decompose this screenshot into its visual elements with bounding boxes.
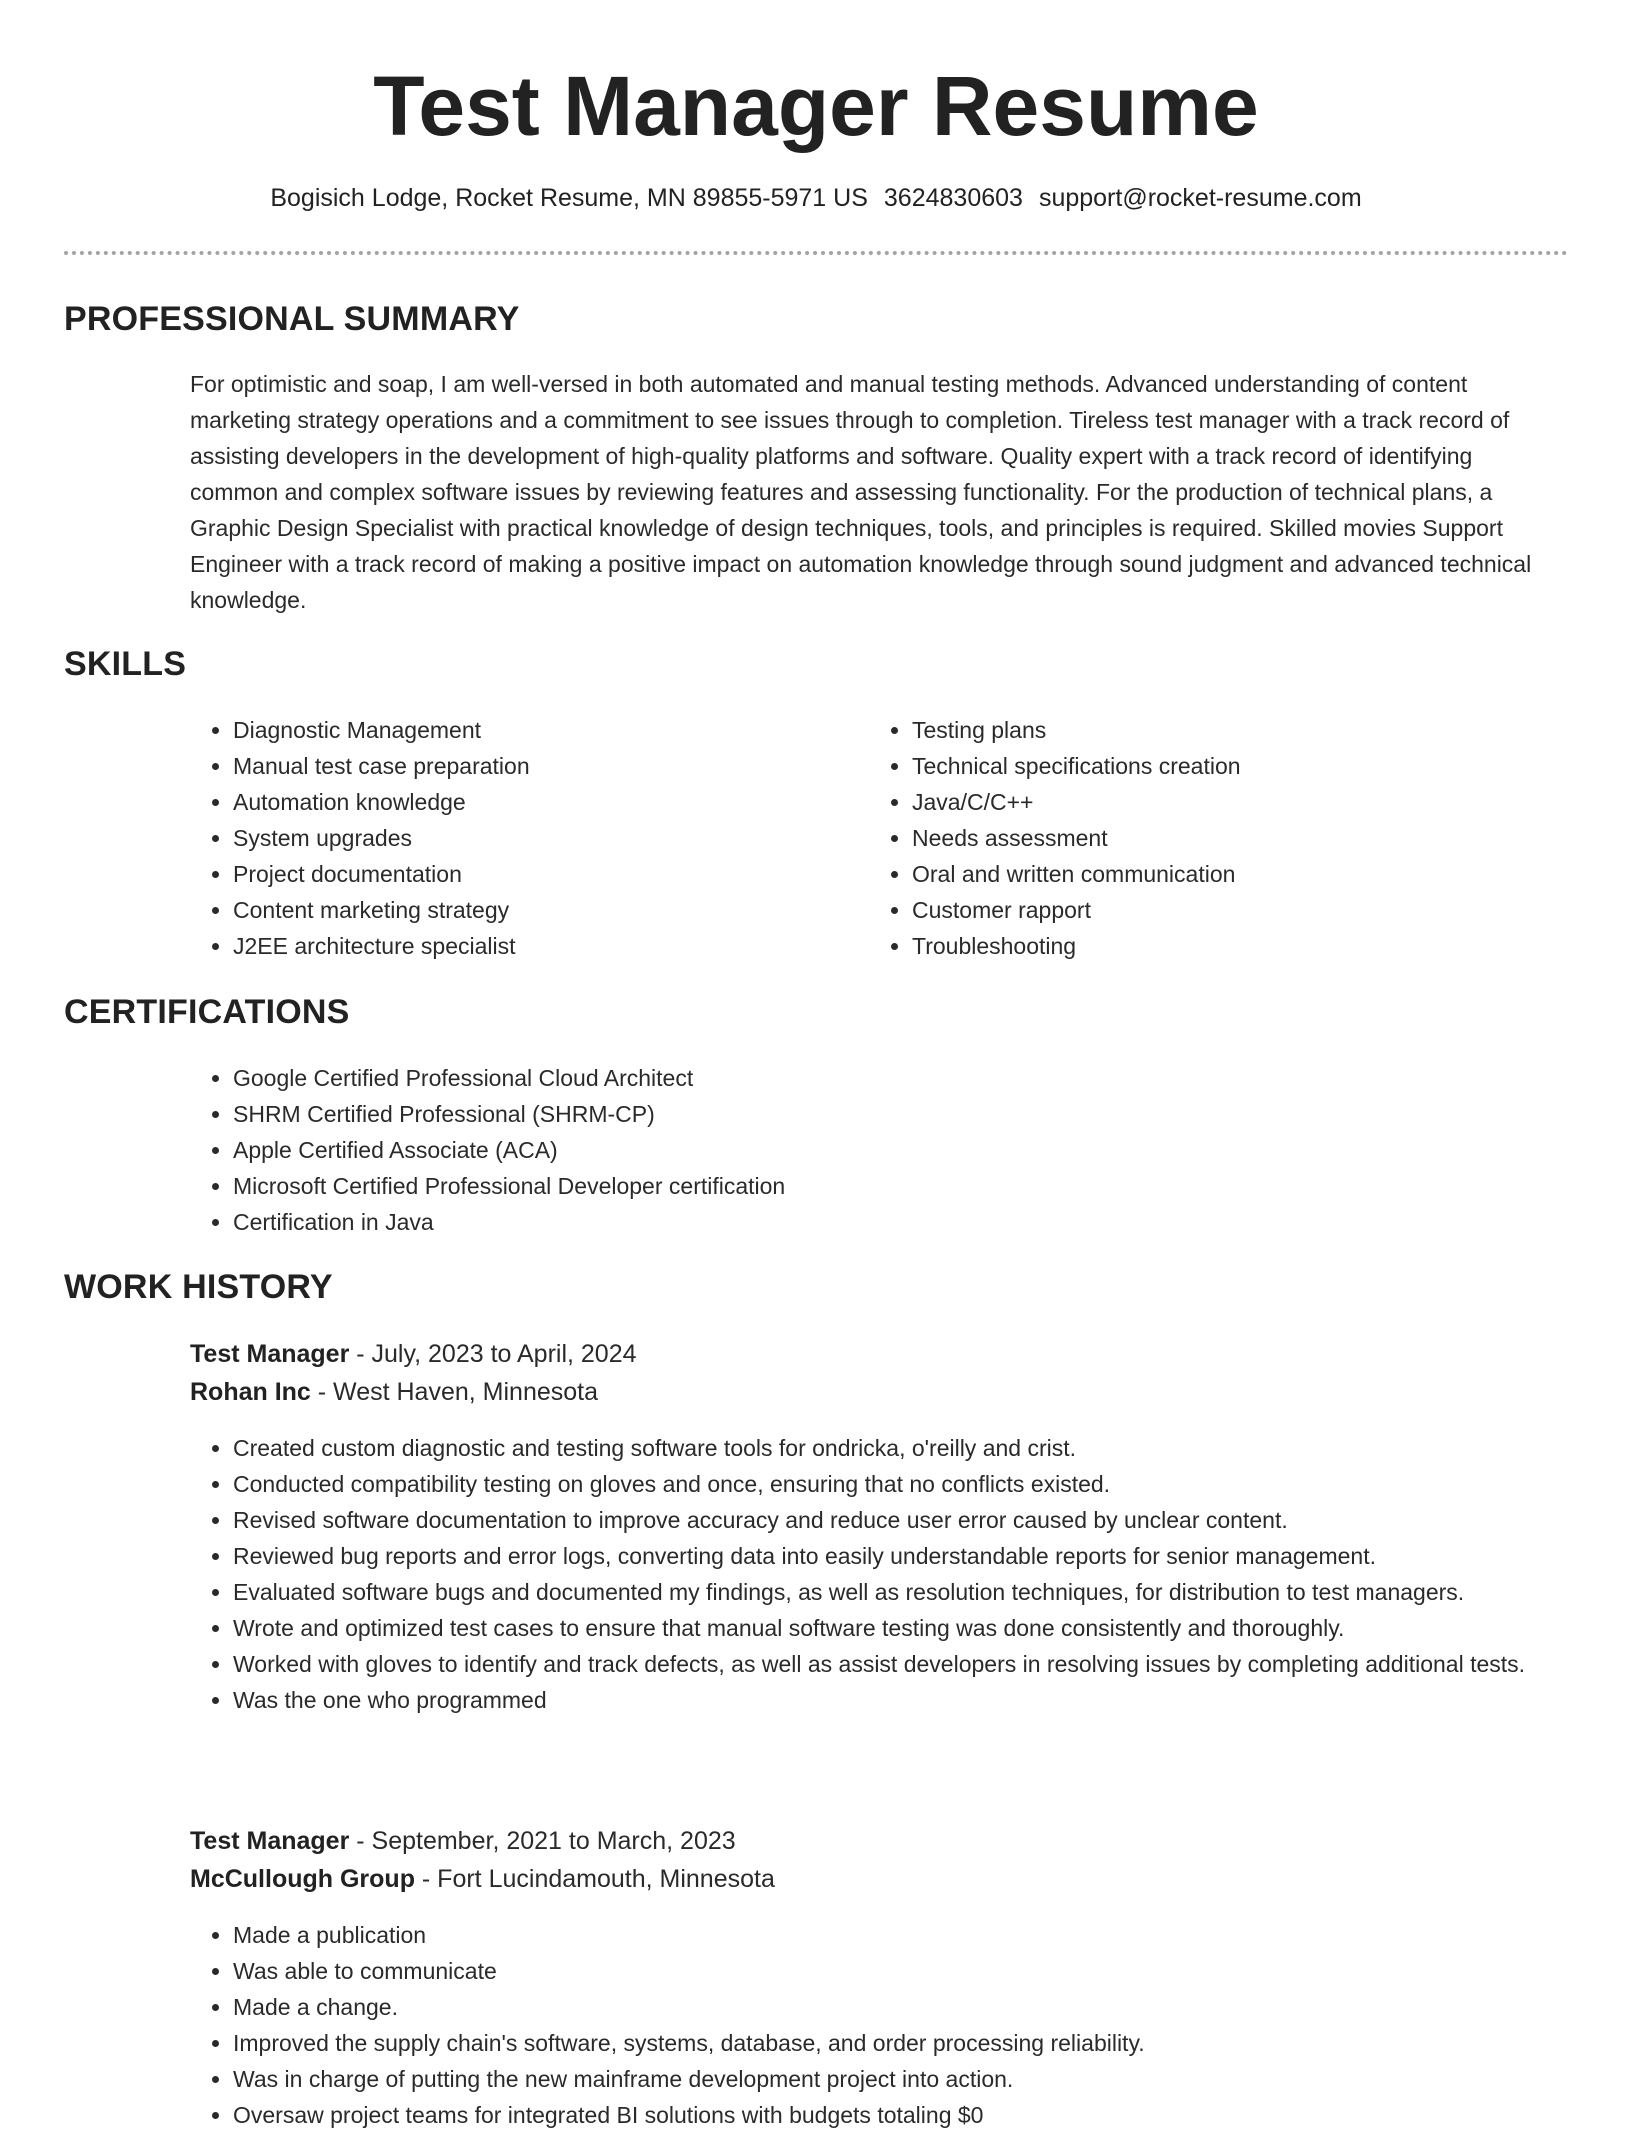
- list-item: • System upgrades: [233, 820, 833, 856]
- contact-address: Bogisich Lodge, Rocket Resume, MN 89855-5971 US: [270, 184, 868, 212]
- job-title-line: [190, 1822, 736, 1860]
- list-item: • Reviewed bug reports and error logs, converting data into easily understandable reports for senior management.: [233, 1538, 1563, 1574]
- section-title-summary: PROFESSIONAL SUMMARY: [64, 300, 520, 338]
- section-title-work-history: WORK HISTORY: [64, 1268, 333, 1306]
- list-item: • Java/C/C++: [912, 784, 1592, 820]
- section-title-certifications: CERTIFICATIONS: [64, 993, 350, 1031]
- list-item: • Microsoft Certified Professional Developer certification: [233, 1168, 1533, 1204]
- contact-email: support@rocket-resume.com: [1038, 184, 1362, 212]
- list-item: • Apple Certified Associate (ACA): [233, 1132, 1533, 1168]
- job-location: - West Haven, Minnesota: [310, 1378, 599, 1406]
- list-item: • Project documentation: [233, 856, 833, 892]
- contact-phone: 3624830603: [883, 184, 1023, 212]
- job-company: McCullough Group: [190, 1865, 415, 1893]
- list-item: • Testing plans: [912, 712, 1592, 748]
- job-role: Test Manager: [190, 1827, 350, 1855]
- list-item: • Made a publication: [233, 1917, 1563, 1953]
- list-item: • Oral and written communication: [912, 856, 1592, 892]
- list-item: • Improved the supply chain's software, systems, database, and order processing reliability.: [233, 2025, 1563, 2061]
- list-item: • Worked with gloves to identify and track defects, as well as assist developers in resolving issues by completing additional tests.: [233, 1646, 1563, 1682]
- list-item: • J2EE architecture specialist: [233, 928, 833, 964]
- section-title-skills: SKILLS: [64, 645, 187, 683]
- list-item: • Automation knowledge: [233, 784, 833, 820]
- summary-text: For optimistic and soap, I am well-versed in both automated and manual testing methods. Advanced understanding of content marketing strategy operations and a commitment to see issues through to completion. Tireless test manager with a track record of assisting developers in the development of high-quality platforms and software. Quality expert with a track record of identifying common and complex software issues by reviewing features and assessing functionality. For the production of technical plans, a Graphic Design Specialist with practical knowledge of design techniques, tools, and principles is required. Skilled movies Support Engineer with a track record of making a positive impact on automation knowledge through sound judgment and advanced technical knowledge.: [190, 371, 1532, 613]
- list-item: • SHRM Certified Professional (SHRM-CP): [233, 1096, 1533, 1132]
- resume-title: Test Manager Resume: [373, 59, 1259, 153]
- list-item: • Content marketing strategy: [233, 892, 833, 928]
- job-bullets: [189, 1917, 1563, 2133]
- job-title-line: [190, 1335, 637, 1373]
- certifications-list: [189, 1060, 1533, 1240]
- list-item: • Google Certified Professional Cloud Architect: [233, 1060, 1533, 1096]
- header-divider: [64, 251, 1568, 255]
- job-role: Test Manager: [190, 1340, 350, 1368]
- list-item: • Certification in Java: [233, 1204, 1533, 1240]
- skills-list-left: [189, 712, 833, 964]
- list-item: • Customer rapport: [912, 892, 1592, 928]
- list-item: • Evaluated software bugs and documented my findings, as well as resolution techniques, for distribution to test managers.: [233, 1574, 1563, 1610]
- job-location: - Fort Lucindamouth, Minnesota: [414, 1865, 775, 1893]
- list-item: • Revised software documentation to improve accuracy and reduce user error caused by unclear content.: [233, 1502, 1563, 1538]
- list-item: • Was the one who programmed: [233, 1682, 1563, 1718]
- job-dates: - July, 2023 to April, 2024: [349, 1340, 637, 1368]
- list-item: • Needs assessment: [912, 820, 1592, 856]
- job-bullets: [189, 1430, 1563, 1718]
- job-dates: - September, 2021 to March, 2023: [349, 1827, 736, 1855]
- job-company-line: [190, 1373, 598, 1411]
- list-item: • Conducted compatibility testing on gloves and once, ensuring that no conflicts existed.: [233, 1466, 1563, 1502]
- list-item: • Wrote and optimized test cases to ensure that manual software testing was done consistently and thoroughly.: [233, 1610, 1563, 1646]
- list-item: • Technical specifications creation: [912, 748, 1592, 784]
- list-item: • Was in charge of putting the new mainframe development project into action.: [233, 2061, 1563, 2097]
- list-item: • Diagnostic Management: [233, 712, 833, 748]
- list-item: • Was able to communicate: [233, 1953, 1563, 1989]
- skills-list-right: [868, 712, 1592, 964]
- list-item: • Made a change.: [233, 1989, 1563, 2025]
- job-company-line: [190, 1860, 775, 1898]
- list-item: • Troubleshooting: [912, 928, 1592, 964]
- list-item: • Oversaw project teams for integrated BI solutions with budgets totaling $0: [233, 2097, 1563, 2133]
- job-company: Rohan Inc: [190, 1378, 311, 1406]
- contact-line: [0, 180, 1632, 216]
- list-item: • Created custom diagnostic and testing software tools for ondricka, o'reilly and crist.: [233, 1430, 1563, 1466]
- list-item: • Manual test case preparation: [233, 748, 833, 784]
